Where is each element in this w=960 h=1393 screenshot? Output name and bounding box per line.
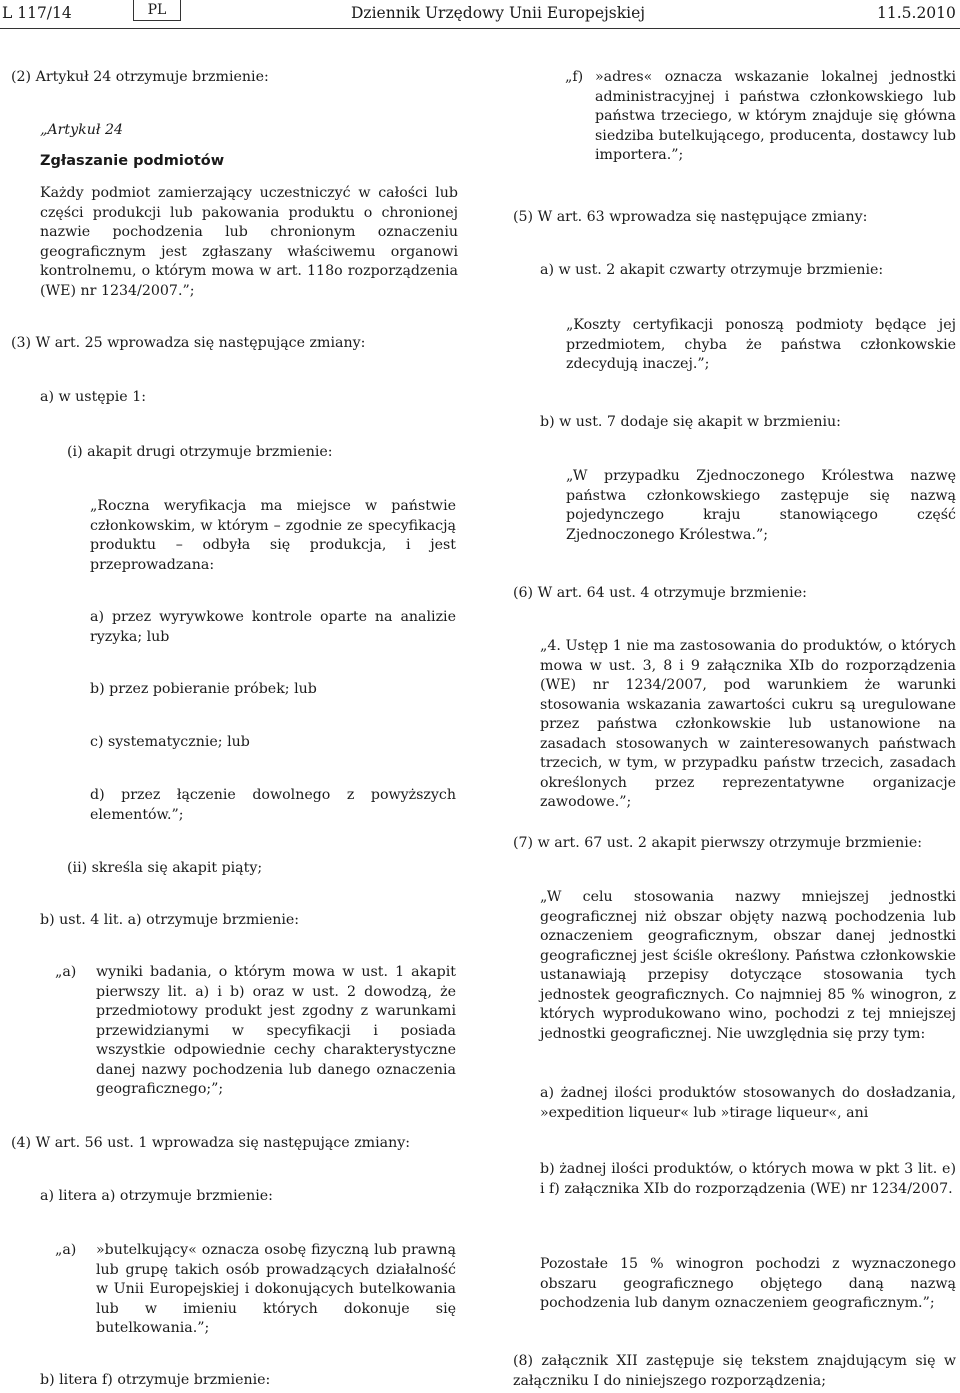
point-b-litera: b) litera f) otrzymuje brzmienie: [40, 1372, 271, 1388]
adres-text: »adres« oznacza wskazanie lokalnej jednostki administracyjnej i państwa członkowskiego lub państwa trzeciego, w którym znajduje się główna siedziba butelkującego, producenta, dostawcy lub importera.”; [595, 69, 956, 163]
ustep-4-text: „4. Ustęp 1 nie ma zastosowania do produktów, o których mowa w ust. 3, 8 i 9 załącznika XIb do rozporządzenia (WE) nr 1234/2007, pod warunkiem że warunki stosowania wskazania zawartości cukru są uregulowane przez państwa członkowskie lub ustanowione na zasadach stosowanych w zainteresowanych państwach trzecich, w tym, w przypadku państw trzecich, zasadach określonych przez reprezentatywne organizacje zawodowe.”; [540, 638, 956, 810]
item-2-intro: (2) Artykuł 24 otrzymuje brzmienie: [11, 69, 269, 85]
publication-date: 11.5.2010 [877, 4, 956, 22]
subpoint-ii: (ii) skreśla się akapit piąty; [67, 860, 263, 876]
list-b: b) przez pobieranie próbek; lub [90, 681, 317, 697]
page-reference: L 117/14 [2, 4, 72, 22]
pozostale-text: Pozostałe 15 % winogron pochodzi z wyznaczonego obszaru geograficznego objętego daną nazwą pochodzenia lub danym oznaczeniem geograficznym.”; [540, 1256, 956, 1311]
wyniki-label: „a) [55, 964, 77, 980]
adres-label: „f) [565, 69, 584, 85]
koszty-text: „Koszty certyfikacji ponoszą podmioty będące jej przedmiotem, chyba że państwa członkowskie zdecydują inaczej.”; [566, 317, 956, 372]
butelkujacy-text: »butelkujący« oznacza osobę fizyczną lub prawną lub grupę takich osób prowadzących działalność w Unii Europejskiej i dokonujących butelkowania lub w imieniu których dokonuje się butelkowania.”; [96, 1242, 456, 1336]
item-8-intro: (8) załącznik XII zastępuje się tekstem znajdującym się w załączniku I do niniejszego rozporządzenia; [513, 1353, 956, 1389]
item-5-intro: (5) W art. 63 wprowadza się następujące zmiany: [513, 209, 868, 225]
language-badge: PL [133, 0, 181, 21]
item-4-intro: (4) W art. 56 ust. 1 wprowadza się następujące zmiany: [11, 1135, 411, 1151]
w-celu-text: „W celu stosowania nazwy mniejszej jednostki geograficznej niż obszar objęty nazwą pochodzenia lub oznaczeniem geograficznym, obszar danej jednostki geograficznej jest ściśle określony. Państwa członkowskie ustanawiają przepisy dotyczące stosowania tych jednostek geograficznych. Co najmniej 85 % winogron, z których wyprodukowano wino, pochodzi z tej mniejszej jednostki geograficznej. Nie uwzględnia się przy tym: [540, 889, 956, 1042]
wyniki-text: wyniki badania, o którym mowa w ust. 1 akapit pierwszy lit. a) i b) oraz w ust. 2 dowodzą, że przedmiotowy produkt jest zgodny z warunkami przewidzianymi w specyfikacji i posiada wszystkie odpowiednie cechy charakterystyczne danej nazwy pochodzenia lub danego oznaczenia geograficznego;”; [96, 964, 456, 1097]
point-b-ust-4: b) ust. 4 lit. a) otrzymuje brzmienie: [40, 912, 300, 928]
journal-title: Dziennik Urzędowy Unii Europejskiej [351, 4, 646, 22]
butelkujacy-label: „a) [55, 1242, 77, 1258]
point-a-ustep-1: a) w ustępie 1: [40, 389, 147, 405]
wielka-brytania-text: „W przypadku Zjednoczonego Królestwa nazwę państwa członkowskiego zastępuje się nazwą pojedynczego kraju stanowiącego część Zjednoczonego Królestwa.”; [566, 468, 956, 543]
subpoint-i: (i) akapit drugi otrzymuje brzmienie: [67, 444, 333, 460]
item-7-intro: (7) w art. 67 ust. 2 akapit pierwszy otrzymuje brzmienie: [513, 835, 923, 851]
point-a-litera: a) litera a) otrzymuje brzmienie: [40, 1188, 273, 1204]
list-a: a) przez wyrywkowe kontrole oparte na analizie ryzyka; lub [90, 609, 456, 645]
page-header [0, 0, 960, 29]
item-6-intro: (6) W art. 64 ust. 4 otrzymuje brzmienie: [513, 585, 807, 601]
right-list-a: a) żadnej ilości produktów stosowanych do dosładzania, »expedition liqueur« lub »tirage liqueur«, ani [540, 1085, 956, 1121]
list-d: d) przez łączenie dowolnego z powyższych elementów.”; [90, 787, 456, 823]
article-24-text: Każdy podmiot zamierzający uczestniczyć w całości lub części produkcji lub pakowania produktu o chronionej nazwie pochodzenia lub chronionym oznaczeniu geograficznym jest zgłaszany właściwemu organowi kontrolnemu, o którym mowa w art. 118o rozporządzenia (WE) nr 1234/2007.”; [40, 185, 458, 299]
article-title: „Artykuł 24 [40, 122, 123, 138]
roczna-weryfikacja-text: „Roczna weryfikacja ma miejsce w państwie członkowskim, w którym – zgodnie ze specyfikacją produktu – odbyła się produkcja, i jest przeprowadzana: [90, 498, 456, 573]
article-heading: Zgłaszanie podmiotów [40, 153, 225, 169]
right-list-b: b) żadnej ilości produktów, o których mowa w pkt 3 lit. e) i f) załącznika XIb do rozporządzenia (WE) nr 1234/2007. [540, 1161, 956, 1197]
point-b-ust-7: b) w ust. 7 dodaje się akapit w brzmieniu: [540, 414, 841, 430]
item-3-intro: (3) W art. 25 wprowadza się następujące zmiany: [11, 335, 366, 351]
list-c: c) systematycznie; lub [90, 734, 250, 750]
point-a-ust-2: a) w ust. 2 akapit czwarty otrzymuje brzmienie: [540, 262, 884, 278]
